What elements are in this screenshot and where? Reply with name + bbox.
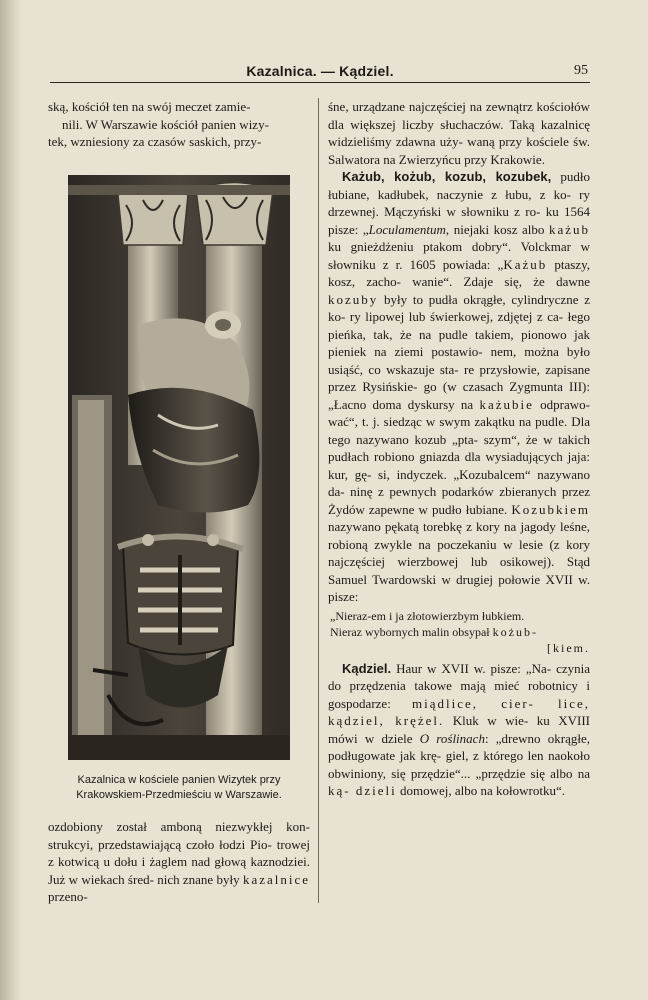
text-run: : „drewno okrągłe, podługowate jak krę- giel, z którego len naokoło obwiniony, się przędzie“... „przędzie się albo na <box>328 730 590 781</box>
text-run: domowej, albo na kołowrotku“. <box>396 783 565 798</box>
running-title: Kazalnica. — Kądziel. <box>246 63 394 79</box>
text-line: nili. W Warszawie kościół panien wizy- <box>62 116 269 132</box>
text-run: ptaszy, kosz, zacho- wanie“. Zdaje się, że dawne <box>328 256 590 289</box>
headword: Kądziel. <box>342 660 392 676</box>
spaced-term: miądlice, cier- lice, kądziel, krężel. <box>328 695 590 728</box>
text-run: przeno- <box>48 889 88 904</box>
text-run: były to pudła okrągłe, cylindryczne z ko- ry lipowej lub świerkowej, zdjętej z ca- łego pieńka, tak, że na pudle takiem, pionowo jak pieniek na ziemi postawio- nem, można było usiąść, co wskazuje sta- re przysłowie, zapisane przez Rysińskie- go (w czasach Zygmunta III): „Łacno doma dyskursy na <box>328 291 590 412</box>
italic-term: O roślinach <box>419 730 485 746</box>
spaced-term: ką- dzieli <box>328 783 397 798</box>
right-column <box>328 98 590 800</box>
pulpit-illustration <box>68 175 290 760</box>
spaced-term: każub <box>548 221 590 237</box>
headword: Każub, kożub, kozub, kozubek, <box>342 169 552 184</box>
text-run: odprawo- wać“, t. j. siedząc w swym zakątku na pudle. Dla tego nazywano kozub „pta- szym“, że w takich pudłach robiono gniazda dla wysiadujących jaja: kur, gę- si, indyczek. „Kozubalcem“ nazywano da- ninę z pewnych podarków zbieranych przez Żydów zapewne w pudło łubiane. <box>328 396 590 517</box>
page-gutter-shadow <box>0 0 22 1000</box>
verse-line: „Nieraz-em i ja złotowierzbym łubkiem. <box>330 608 525 623</box>
left-column-bottom <box>48 818 310 906</box>
text-run: nazywano pękatą torebkę z kory na jagody leśne, robioną zwykle na poczekaniu w lesie (z kory najczęściej wierzbowej lub osikowej). Stąd Samuel Twardowski w drugiej połowie XVII w. pisze: <box>328 519 590 604</box>
entry-kazub <box>328 168 590 606</box>
page-number: 95 <box>574 63 588 78</box>
spaced-term: kazalnice <box>242 871 311 887</box>
caption-line: Krakowskiem-Przedmieściu w Warszawie. <box>76 789 282 801</box>
spaced-term: każubie <box>479 396 534 412</box>
text-line: tek, wzniesiony za czasów saskich, przy- <box>48 134 262 149</box>
text-run: Nieraz wybornych malin obsypał <box>330 624 493 639</box>
paragraph <box>48 818 310 906</box>
pulpit-photograph <box>68 175 290 760</box>
text-line: ską, kościół ten na swój meczet zamie- <box>48 99 251 114</box>
verse-line-continuation: [kiem. <box>547 640 590 655</box>
spaced-term: kozuby <box>328 291 379 307</box>
text-run: Haur w XVII w. pisze: „Na- czynia do przędzenia takowe mają mieć robotnicy i gospodarze: <box>328 660 590 711</box>
italic-term: Loculamentum <box>368 221 446 237</box>
left-column-top <box>48 98 310 151</box>
text-run: ku gnieżdżeniu ptakom dobry“. Volckmar w słowniku z r. 1605 powiada: „ <box>328 239 590 272</box>
caption-line: Kazalnica w kościele panien Wizytek przy <box>77 774 281 786</box>
spaced-term: kożub- <box>492 624 538 639</box>
entry-kadziel <box>328 660 590 800</box>
spaced-term: Kozubkiem <box>511 501 590 517</box>
verse-line <box>330 624 590 640</box>
figure-caption <box>48 773 310 803</box>
verse-quote <box>330 608 590 656</box>
text-run: ozdobiony został amboną niezwykłej kon- strukcyi, przedstawiającą czoło łodzi Pio- trowej z kotwicą u dołu i żaglem nad głową kaznodziei. Już w wiekach śred- nich znane były <box>48 819 310 887</box>
text-run: Kluk w wie- ku XVIII mówi w dziele <box>328 713 590 746</box>
column-divider <box>318 98 319 903</box>
running-header <box>50 60 590 83</box>
text-run: pudło łubiane, kadłubek, naczynie z łubu, z ko- ry drzewnej. Mączyński w słowniku z ro- ku 1564 pisze: „ <box>328 169 590 237</box>
spaced-term: Każub <box>503 256 548 272</box>
text-run: , niejaki kosz albo <box>445 221 549 237</box>
paragraph: śne, urządzane najczęściej na zewnątrz kościołów dla większej liczby słuchaczów. Taką kazalnicę widzieliśmy zdawna uży- waną przy kościele św. Salwatora na Zwierzyńcu przy Krakowie. <box>328 99 590 167</box>
